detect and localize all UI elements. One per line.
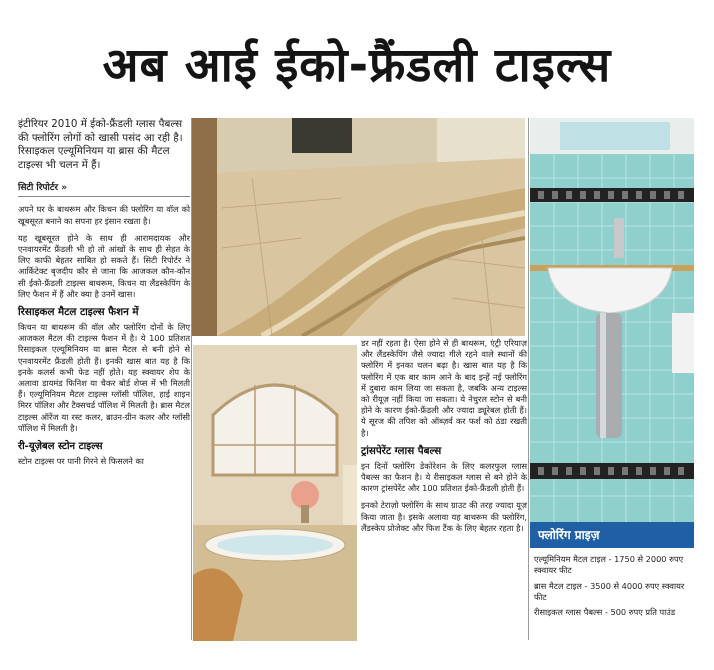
subhead-glass-pebbles: ट्रांसपेरेंट ग्लास पैबल्स [361, 444, 442, 457]
wash-basin-photo [530, 118, 694, 522]
headline: अब आई ईको-फ्रैंडली टाइल्स [102, 38, 612, 93]
middle-left-column [193, 345, 357, 641]
left-paragraph-2: यह खूबसूरत होने के साथ ही आरामदायक और एनवायरमेंट फ्रैंडली भी हो तो आंखों के साथ ही सेहत के लिए काफी बेहतर साबित हो सकते हैं। सिटी रिपोर्टर ने आर्किटेक्ट बृजदीप कौर से जाना कि आजकल कौन-कौन सी ईको-फ्रैंडली टाइल्स बाथरूम, किचन या लैंडस्केपिंग के लिए फैशन में हैं और क्या है उनमें खास। [18, 232, 190, 299]
price-box [530, 522, 694, 640]
glass-paragraph-1: इन दिनों फ्लोरिंग डेकोरेशन के लिए कलरफुल ग्लास पैबल्स का फैशन है। ये रीसाइकल ग्लास से बने होने के कारण ट्रांसपेरेंट और 100 प्रतिशत ईको-फ्रैंडली होती हैं। [361, 460, 527, 494]
byline: सिटी रिपोर्टर » [18, 180, 190, 197]
stone-paragraph: डर नहीं रहता है। ऐसा होने से ही बाथरूम, एंट्री एरियाज़ और लैंडस्केपिंग जैसे ज्यादा गीले रहने वाले स्थानों की फ्लोरिंग में इनका चलन बढ़ा है। खास बात यह है कि फ्लोरिंग में एक बार काम आने के बाद इन्हें नई फ्लोरिंग में दुबारा काम लिया जा सकता है, जबकि अन्य टाइल्स को रीयूज़ नहीं किया जा सकता। ये नेचुरल स्टोन से बनी होने के कारण ईको-फ्रैंडली और ज्यादा ड्यूरेबल होती हैं। ये सूरज की तपिश को ऑब्ज़र्व कर फर्श को ठंडा रखती है। [361, 338, 527, 438]
stone-floor-photo [192, 118, 525, 336]
left-column [18, 118, 190, 473]
price-title: फ्लोरिंग प्राइज़ [530, 522, 694, 548]
price-item-glass: रीसाइकल ग्लास पैबल्स - 500 रुपए प्रति पाउंड [534, 607, 676, 618]
price-list [530, 548, 694, 618]
price-item-aluminium: एल्यूमिनियम मैटल टाइल - 1750 से 2000 रुपए स्क्वायर फीट [534, 554, 684, 576]
subhead-metal-tiles: रिसाइकल मैटल टाइल्स फैशन में [18, 306, 139, 318]
bathtub-photo [193, 345, 357, 641]
section-metal-tiles: किचन या बाथरूम की वॉल और फ्लोरिंग दोनों के लिए आजकल मैटल की टाइल्स फैशन में है। ये 100 प्रतिशत रिसाइकल एल्यूमिनियम या ब्रास मैटल से बनी होने से एनवायरमेंट फ्रैंडली होती हैं। इनकी खास बात यह है कि इनके कलर्स कभी फेड नहीं होते। यह स्क्वायर शेप के अलावा डायमंड फिनिश या चैकर बोर्ड शेप्स में भी मिलती हैं। एल्यूमिनियम मैटल टाइल्स ग्लॉसी पॉलिश, हाई शाइन मिरर पॉलिश और टैक्सचर्ड पॉलिश में मिलती है। ब्रास मैटल टाइल्स ऑरेंज या रस्ट कलर, ब्राउन-ग्रीन कलर और ग्लॉसी पॉलिश में मिलती है। [18, 322, 190, 433]
subhead-stone-tiles: री-यूज़ेबल स्टोन टाइल्स [18, 441, 103, 453]
left-paragraph-1: अपने घर के बाथरूम और किचन की फ्लोरिंग या वॉल को खूबसूरत बनाने का सपना हर इंसान रखता है। [18, 204, 190, 226]
intro-text: इंटीरियर 2010 में ईको-फ्रैंडली ग्लास पैबल्स की फ्लोरिंग लोगों को खासी पसंद आ रही है। रिसाइकल एल्यूमिनियम या ब्रास की मैटल टाइल्स भी चलन में हैं। [18, 118, 183, 171]
price-item-brass: ब्रास मैटल टाइल - 3500 से 4000 रुपए स्क्वायर फीट [534, 580, 685, 602]
glass-paragraph-2: इनको टेराज़ो फ्लोरिंग के साथ ग्राउट की तरह ज्यादा यूज़ किया जाता है। इसके अलावा यह बाथरूम की फ्लोरिंग, लैंडस्केप प्रोजेक्ट और फिश टैंक के लिए बेहतर रहता है। [361, 500, 527, 533]
column-divider [528, 118, 529, 640]
column-divider [191, 118, 192, 640]
section-stone-start: स्टोन टाइल्स पर पानी गिरने से फिसलने का [18, 456, 144, 467]
middle-right-column [361, 338, 527, 540]
